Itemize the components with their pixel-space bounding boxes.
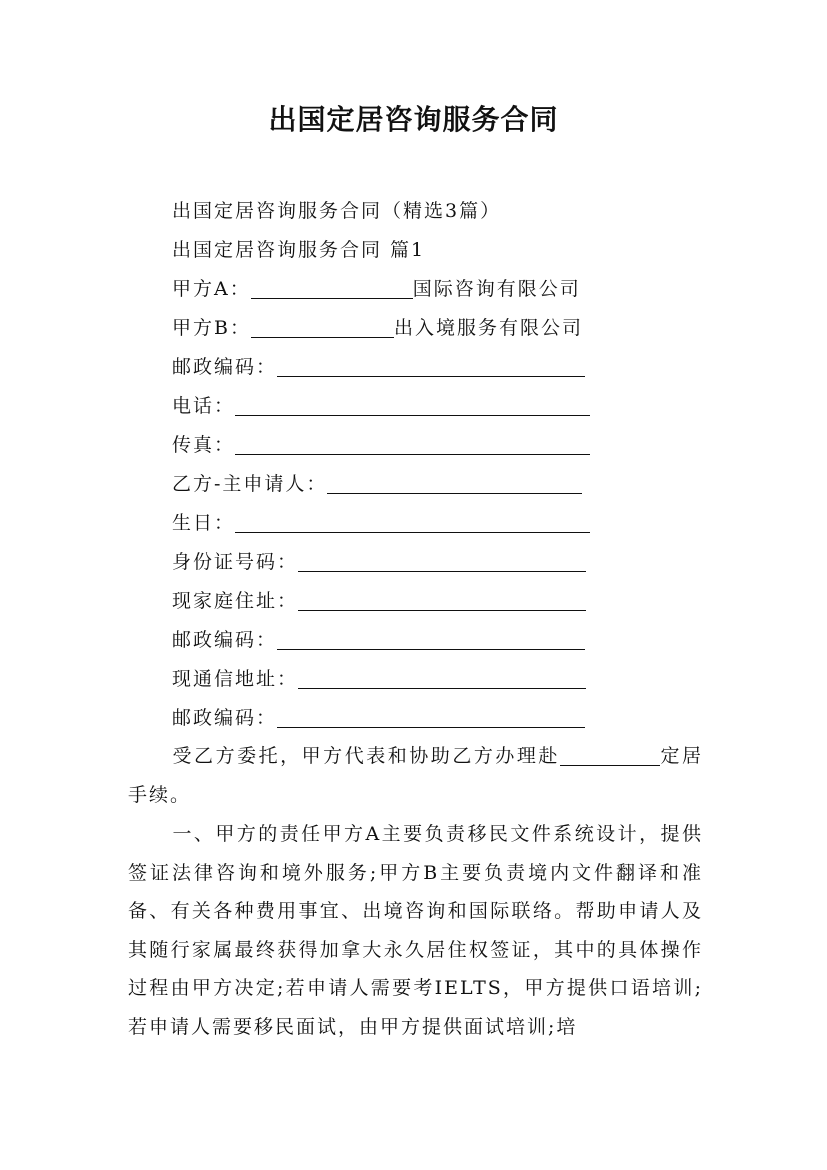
postcode-line-2 bbox=[172, 627, 585, 653]
fax-blank bbox=[235, 434, 590, 455]
id-number-line bbox=[172, 549, 586, 575]
birthday-blank bbox=[235, 512, 590, 533]
section-heading: 出国定居咨询服务合同 篇1 bbox=[172, 239, 426, 261]
party-a1-label: 甲方A： bbox=[172, 278, 251, 300]
destination-blank bbox=[560, 745, 660, 766]
applicant-label: 乙方-主申请人： bbox=[172, 473, 328, 495]
mail-address-label: 现通信地址： bbox=[172, 668, 299, 690]
home-address-line bbox=[172, 588, 586, 614]
home-address-blank bbox=[298, 590, 586, 611]
postcode-blank-2 bbox=[277, 629, 585, 650]
party-a2-label: 甲方B： bbox=[172, 317, 251, 339]
postcode-label-3: 邮政编码： bbox=[172, 707, 278, 729]
entrustment-text-before: 受乙方委托，甲方代表和协助乙方办理赴 bbox=[172, 745, 560, 767]
party-a2-blank bbox=[251, 317, 394, 338]
mail-address-line bbox=[172, 666, 586, 692]
postcode-blank-3 bbox=[277, 707, 585, 728]
mail-address-blank bbox=[298, 668, 586, 689]
postcode-label-1: 邮政编码： bbox=[172, 356, 278, 378]
applicant-line bbox=[172, 471, 582, 497]
party-a-responsibility-paragraph bbox=[128, 815, 703, 1046]
id-number-label: 身份证号码： bbox=[172, 551, 299, 573]
phone-label: 电话： bbox=[172, 395, 236, 417]
document-subtitle: 出国定居咨询服务合同（精选3篇） bbox=[172, 200, 502, 222]
phone-line bbox=[172, 393, 590, 419]
fax-line bbox=[172, 432, 590, 458]
home-address-label: 现家庭住址： bbox=[172, 590, 299, 612]
birthday-line bbox=[172, 510, 590, 536]
postcode-blank-1 bbox=[277, 356, 585, 377]
entrustment-paragraph bbox=[128, 737, 703, 814]
document-title: 出国定居咨询服务合同 bbox=[268, 103, 559, 136]
postcode-line-3 bbox=[172, 705, 585, 731]
party-a-responsibility-text: 一、甲方的责任甲方A主要负责移民文件系统设计，提供签证法律咨询和境外服务;甲方B主要负责境内文件翻译和准备、有关各种费用事宜、出境咨询和国际联络。帮助申请人及其随行家属最终获得加拿大永久居住权签证，其中的具体操作过程由甲方决定;若申请人需要考IELTS，甲方提供口语培训;若申请人需要移民面试，由甲方提供面试培训;培 bbox=[128, 823, 703, 1038]
postcode-line-1 bbox=[172, 354, 585, 380]
party-a1-suffix: 国际咨询有限公司 bbox=[412, 278, 581, 300]
postcode-label-2: 邮政编码： bbox=[172, 629, 278, 651]
phone-blank bbox=[235, 395, 590, 416]
applicant-blank bbox=[327, 473, 582, 494]
entrustment-text-after: 定居手续。 bbox=[128, 745, 703, 806]
party-a1-blank bbox=[251, 278, 413, 299]
id-number-blank bbox=[298, 551, 586, 572]
birthday-label: 生日： bbox=[172, 512, 236, 534]
party-a2-suffix: 出入境服务有限公司 bbox=[393, 317, 583, 339]
party-a2-line bbox=[172, 315, 583, 341]
fax-label: 传真： bbox=[172, 434, 236, 456]
party-a1-line bbox=[172, 276, 581, 302]
